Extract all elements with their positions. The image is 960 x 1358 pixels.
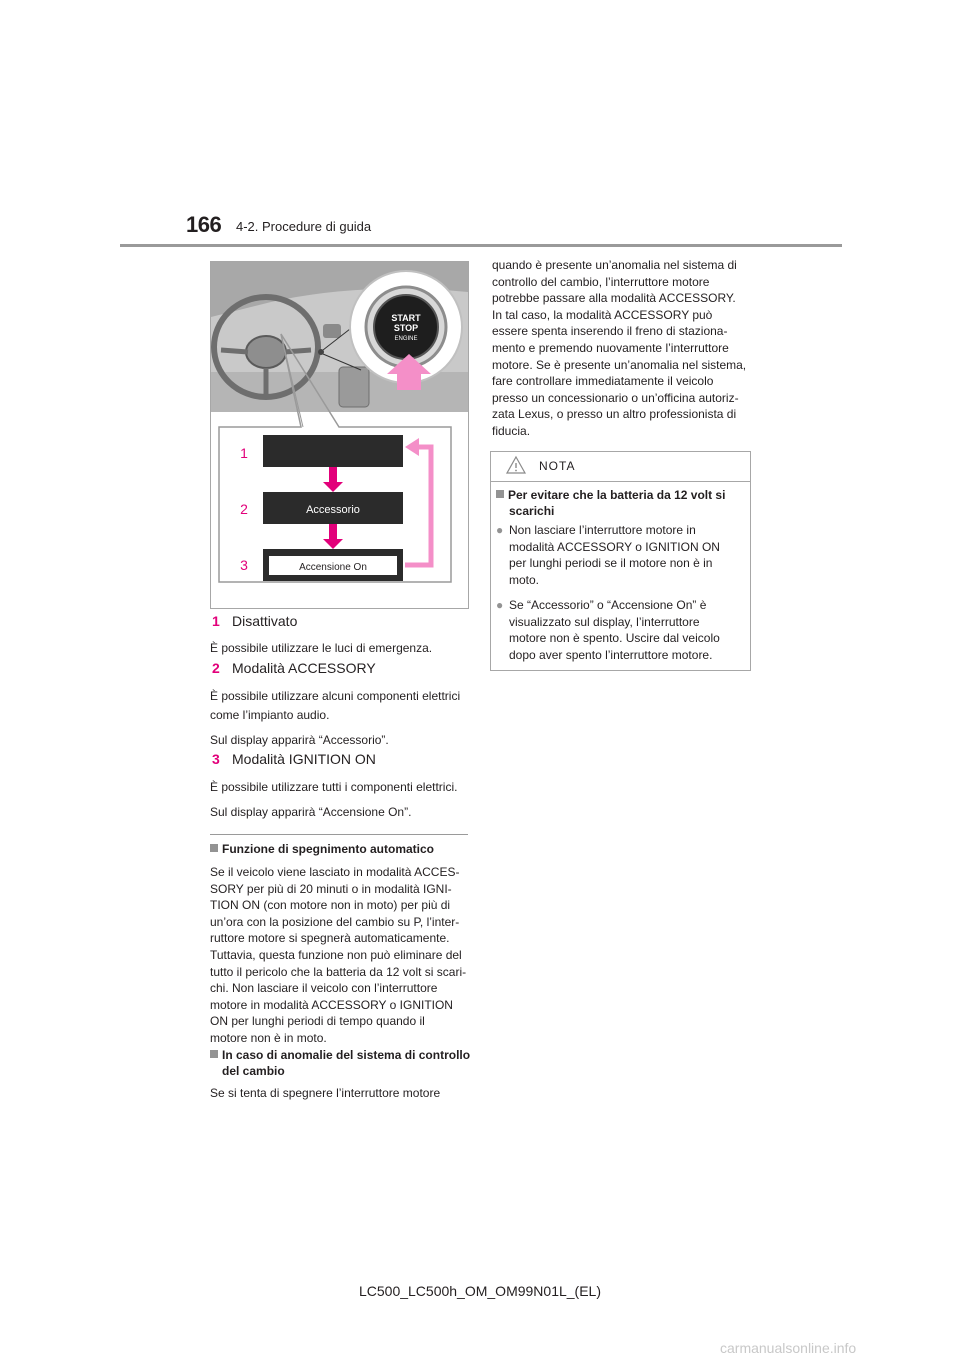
nota-bullet-line: moto.	[509, 572, 540, 587]
down-arrow-icon	[323, 467, 343, 492]
auto-off-line: SORY per più di 20 minuti o in modalità IGNI-	[210, 881, 452, 896]
nota-label: NOTA	[539, 459, 576, 473]
document-code: LC500_LC500h_OM_OM99N01L_(EL)	[358, 1283, 602, 1299]
auto-off-line: Tuttavia, questa funzione non può eliminare del	[210, 947, 462, 962]
step-number-2: 2	[240, 501, 248, 517]
auto-off-line: ON per lunghi periodi di tempo quando il	[210, 1014, 425, 1029]
auto-off-heading	[210, 841, 434, 857]
mode-title-1: Disattivato	[232, 613, 298, 629]
center-console	[339, 367, 369, 407]
mode-number-2: 2	[212, 660, 220, 676]
steering-spoke-right	[284, 350, 311, 352]
auto-off-body	[210, 864, 472, 1047]
cycle-arrow-line	[405, 447, 431, 565]
mode-title-2: Modalità ACCESSORY	[232, 660, 376, 676]
nota-divider	[490, 481, 751, 482]
right-col-line: presso un concessionario o un’officina autoriz-	[492, 390, 739, 405]
nota-bullet-line: modalità ACCESSORY o IGNITION ON	[509, 539, 720, 554]
nota-bullet-1	[496, 522, 746, 588]
nota-bullet-line: Se “Accessorio” o “Accensione On” è	[509, 598, 707, 612]
mode-number-3: 3	[212, 751, 220, 767]
air-vent	[323, 324, 341, 338]
section-title: 4-2. Procedure di guida	[236, 219, 372, 234]
right-column-text	[492, 257, 754, 440]
nota-bullet-2	[496, 597, 746, 663]
page-number: 166	[186, 212, 222, 237]
circle-bullet-icon: ●	[496, 523, 504, 537]
display-ignition-label: Accensione On	[299, 562, 367, 573]
steering-wheel-hub	[246, 336, 286, 368]
mode-item-3-title	[212, 751, 376, 767]
right-col-line: fare controllare immediatamente il veicolo	[492, 374, 714, 389]
mode-item-2-desc	[210, 687, 460, 750]
auto-off-title: Funzione di spegnimento automatico	[222, 842, 435, 856]
nota-bullet-line: Non lasciare l’interruttore motore in	[509, 523, 696, 537]
square-bullet-icon	[210, 1050, 218, 1058]
mode-number-1: 1	[212, 613, 220, 629]
mode-item-2-title	[212, 660, 376, 676]
button-text-start: START	[391, 313, 421, 323]
nota-bullet-line: dopo aver spento l’interruttore motore.	[509, 647, 713, 662]
right-col-line: In tal caso, la modalità ACCESSORY può	[492, 307, 713, 322]
mode-1-line: È possibile utilizzare le luci di emergenza.	[210, 641, 433, 655]
nota-bullet-line: motore non è spento. Uscire dal veicolo	[509, 631, 720, 646]
right-col-line: controllo del cambio, l’interruttore motore	[492, 274, 710, 289]
display-off	[263, 435, 403, 467]
right-col-line: quando è presente un’anomalia nel sistema di	[492, 258, 737, 272]
right-col-line: zata Lexus, o presso un altro professionista di	[492, 407, 737, 422]
shift-fault-body	[210, 1085, 440, 1102]
section-separator	[210, 834, 468, 835]
mode-item-1-desc	[210, 640, 432, 657]
nota-bullet-line: per lunghi periodi se il motore non è in	[509, 556, 713, 571]
circle-bullet-icon: ●	[496, 598, 504, 612]
auto-off-line: TION ON (con motore non in moto) per più di	[210, 898, 451, 913]
right-col-line: essere spenta inserendo il freno di staziona-	[492, 324, 728, 339]
mode-2-line: Sul display apparirà “Accessorio”.	[210, 733, 389, 747]
step-number-1: 1	[240, 445, 248, 461]
step-number-3: 3	[240, 557, 248, 573]
down-arrow-icon	[323, 524, 343, 549]
nota-bullet-line: visualizzato sul display, l’interruttore	[509, 614, 700, 629]
mode-3-line: È possibile utilizzare tutti i componenti elettrici.	[210, 780, 458, 794]
warning-triangle-icon	[505, 455, 527, 475]
auto-off-line: Se il veicolo viene lasciato in modalità ACCES-	[210, 865, 460, 879]
mode-2-line: come l’impianto audio.	[210, 708, 330, 722]
button-text-stop: STOP	[393, 323, 419, 333]
right-col-line: potrebbe passare alla modalità ACCESSORY.	[492, 291, 736, 306]
shift-fault-heading	[210, 1047, 470, 1079]
steering-spoke-left	[221, 350, 248, 352]
mode-3-line: Sul display apparirà “Accensione On”.	[210, 805, 412, 819]
square-bullet-icon	[210, 844, 218, 852]
display-accessory-label: Accessorio	[306, 504, 360, 516]
right-col-line: fiducia.	[492, 423, 531, 438]
shift-fault-title-line: del cambio	[222, 1064, 285, 1078]
engine-switch-illustration	[211, 262, 468, 608]
mode-2-line: È possibile utilizzare alcuni componenti elettrici	[210, 689, 461, 703]
watermark: carmanualsonline.info	[720, 1340, 857, 1356]
nota-heading-line: scarichi	[509, 504, 555, 518]
square-bullet-icon	[496, 490, 504, 498]
auto-off-line: motore non è in moto.	[210, 1030, 327, 1045]
nota-heading-line: Per evitare che la batteria da 12 volt si	[508, 488, 726, 502]
auto-off-line: motore in modalità ACCESSORY o IGNITION	[210, 997, 453, 1012]
shift-fault-title-line: In caso di anomalie del sistema di controllo	[222, 1048, 471, 1062]
auto-off-line: chi. Non lasciare il veicolo con l’interruttore	[210, 981, 438, 996]
header-rule	[120, 244, 842, 247]
engine-switch-figure	[210, 261, 469, 609]
mode-item-3-desc	[210, 778, 457, 822]
mode-item-1-title	[212, 613, 297, 629]
auto-off-line: un’ora con la posizione del cambio su P, l’inter-	[210, 914, 460, 929]
right-col-line: motore. Se è presente un’anomalia nel sistema,	[492, 357, 747, 372]
right-col-line: mento e premendo nuovamente l’interruttore	[492, 340, 729, 355]
nota-heading	[496, 487, 746, 519]
cycle-arrow-head-icon	[405, 438, 419, 456]
mode-title-3: Modalità IGNITION ON	[232, 751, 376, 767]
auto-off-line: ruttore motore si spegnerà automaticamente.	[210, 931, 450, 946]
shift-fault-line: Se si tenta di spegnere l’interruttore motore	[210, 1086, 441, 1100]
auto-off-line: tutto il pericolo che la batteria da 12 volt si scari-	[210, 964, 467, 979]
button-text-engine: ENGINE	[394, 336, 418, 342]
